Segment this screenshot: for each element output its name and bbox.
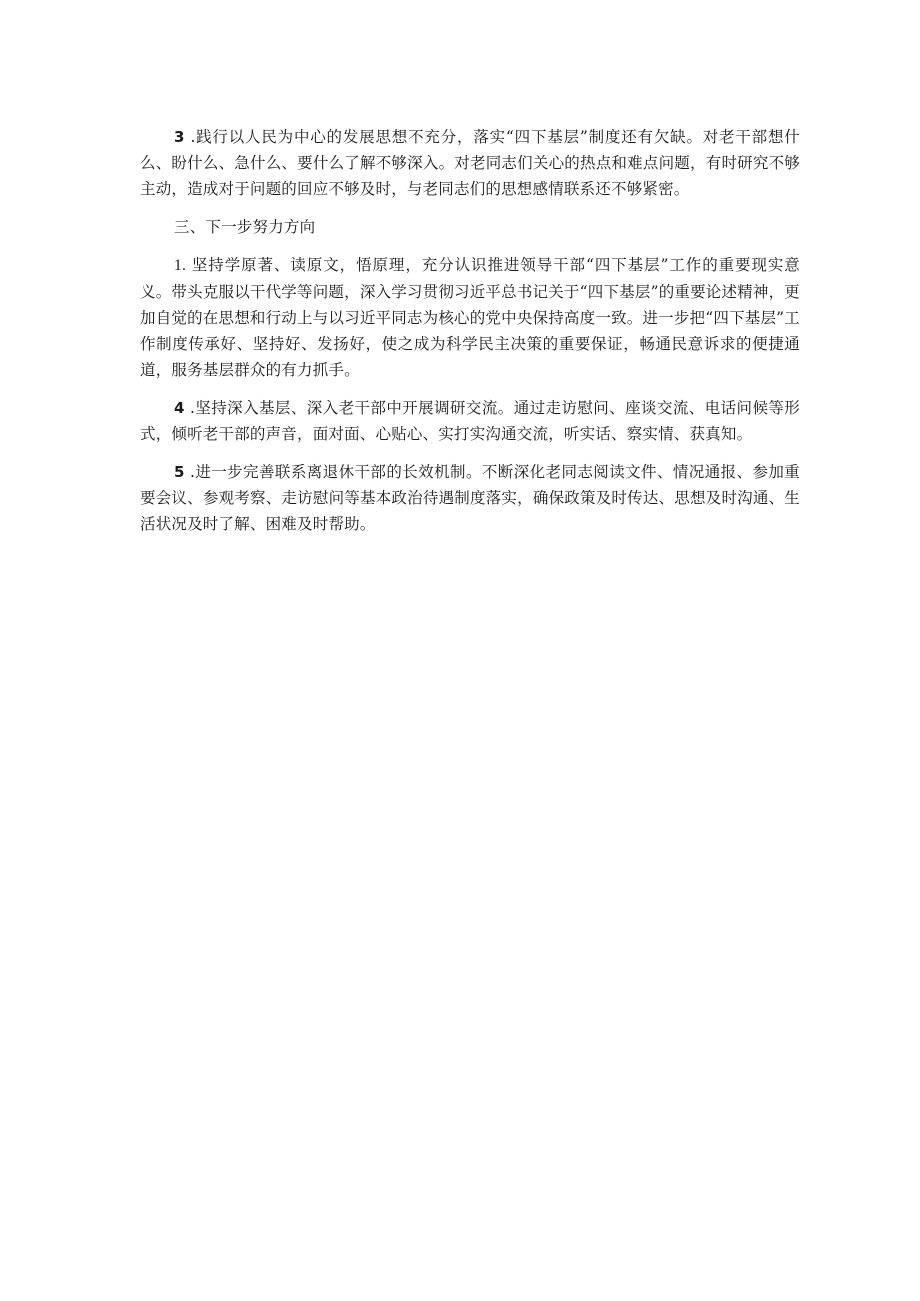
paragraph-text: .践行以人民为中心的发展思想不充分，落实“四下基层”制度还有欠缺。对老干部想什么、盼什么、急什么、要什么了解不够深入。对老同志们关心的热点和难点问题，有时研究不够主动，造成对于问题的回应不够及时，与老同志们的思想感情联系还不够紧密。 <box>140 128 800 198</box>
item-text: .进一步完善联系离退休干部的长效机制。不断深化老同志阅读文件、情况通报、参加重要会议、参观考察、走访慰问等基本政治待遇制度落实，确保政策及时传达、思想及时沟通、生活状况及时了解、困难及时帮助。 <box>140 463 800 533</box>
item-1 <box>140 252 800 383</box>
item-text: .坚持深入基层、深入老干部中开展调研交流。通过走访慰问、座谈交流、电话问候等形式，倾听老干部的声音，面对面、心贴心、实打实沟通交流，听实话、察实情、获真知。 <box>140 399 800 443</box>
item-number: 1. <box>174 257 187 274</box>
item-text: 坚持学原著、读原文，悟原理，充分认识推进领导干部“四下基层”工作的重要现实意义。带头克服以干代学等问题，深入学习贯彻习近平总书记关于“四下基层”的重要论述精神，更加自觉的在思想和行动上与以习近平同志为核心的党中央保持高度一致。进一步把“四下基层”工作制度传承好、坚持好、发扬好，使之成为科学民主决策的重要保证，畅通民意诉求的便捷通道，服务基层群众的有力抓手。 <box>140 256 800 379</box>
item-number: 5 <box>174 463 185 481</box>
section-heading: 三、下一步努力方向 <box>174 218 316 236</box>
paragraph-3 <box>140 124 800 202</box>
item-5 <box>140 459 800 537</box>
item-number: 4 <box>174 399 185 417</box>
item-4 <box>140 395 800 447</box>
paragraph-number: 3 <box>174 128 185 146</box>
document-page <box>140 124 800 549</box>
